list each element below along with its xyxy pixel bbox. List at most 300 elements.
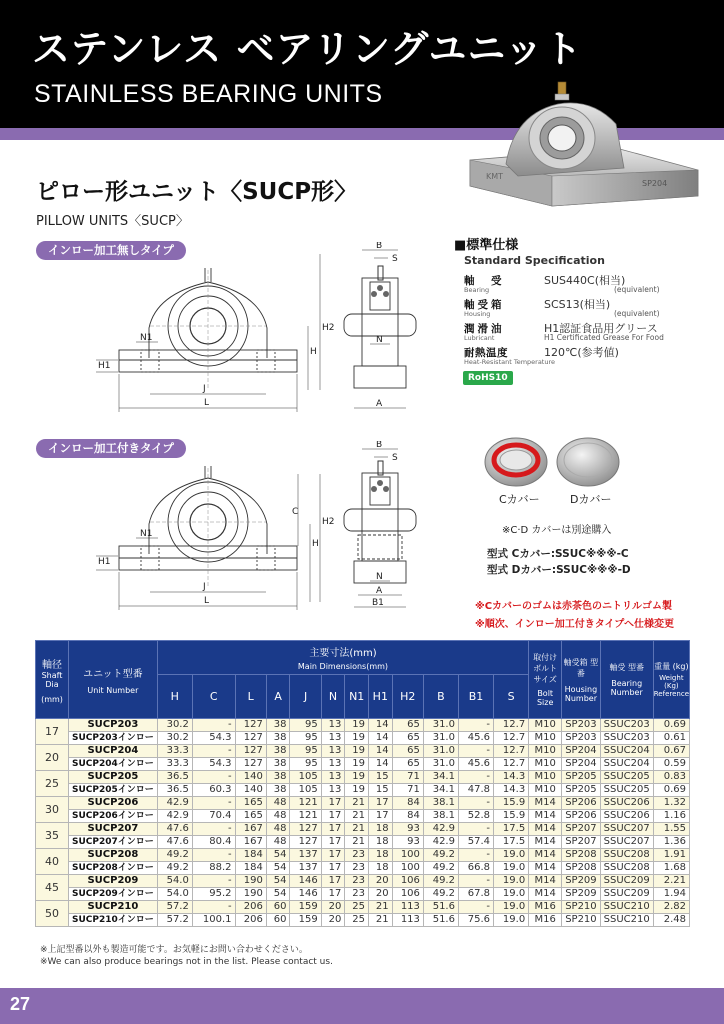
dim-cell-j: 121 <box>290 797 321 810</box>
weight-cell: 0.69 <box>653 784 689 797</box>
dim-cell-c: 70.4 <box>192 810 235 823</box>
dim-cell-n: 20 <box>321 914 345 927</box>
dim-cell-h1: 15 <box>369 784 393 797</box>
dim-cell-h1: 14 <box>369 719 393 732</box>
unit-number-cell: SUCP206インロー <box>69 810 158 823</box>
bearing-cell: SSUC209 <box>600 888 653 901</box>
rohs-badge: RoHS10 <box>463 371 513 385</box>
dim-cell-n1: 25 <box>345 901 369 914</box>
unit-number-cell: SUCP209 <box>69 875 158 888</box>
dim-cell-h: 54.0 <box>157 888 192 901</box>
bolt-cell: M16 <box>529 901 562 914</box>
unit-number-cell: SUCP208 <box>69 849 158 862</box>
label-H1: H1 <box>98 557 111 567</box>
dim-cell-s: 14.3 <box>494 784 529 797</box>
weight-cell: 1.55 <box>653 823 689 836</box>
dim-cell-j: 137 <box>290 862 321 875</box>
dim-cell-s: 19.0 <box>494 914 529 927</box>
photo-mark-kmt: KMT <box>486 172 504 181</box>
dim-cell-b: 49.2 <box>423 849 458 862</box>
weight-cell: 1.68 <box>653 862 689 875</box>
dim-cell-c: 100.1 <box>192 914 235 927</box>
dim-cell-j: 95 <box>290 719 321 732</box>
pill-no-insert: インロー加工無しタイプ <box>36 241 186 260</box>
housing-cell: SP205 <box>562 784 600 797</box>
dim-cell-b1: 57.4 <box>458 836 493 849</box>
dim-cell-b: 31.0 <box>423 719 458 732</box>
bearing-cell: SSUC203 <box>600 732 653 745</box>
dim-cell-h1: 17 <box>369 797 393 810</box>
dim-cell-h1: 14 <box>369 745 393 758</box>
dim-cell-a: 38 <box>266 732 290 745</box>
dim-cell-c: 54.3 <box>192 758 235 771</box>
weight-cell: 1.36 <box>653 836 689 849</box>
dim-cell-b1: 47.8 <box>458 784 493 797</box>
dim-cell-j: 159 <box>290 901 321 914</box>
dim-cell-n: 17 <box>321 888 345 901</box>
dim-cell-l: 190 <box>235 888 266 901</box>
red-note-change: ※順次、インロー加工付きタイプへ仕様変更 <box>475 619 675 630</box>
th-weight-jp: 重量 (kg) <box>654 662 689 671</box>
dim-cell-a: 60 <box>266 901 290 914</box>
dim-cell-n: 13 <box>321 758 345 771</box>
dim-cell-a: 48 <box>266 810 290 823</box>
dim-cell-h2: 84 <box>392 797 423 810</box>
dim-cell-a: 60 <box>266 914 290 927</box>
d-cover-label: Dカバー <box>570 493 612 506</box>
th-unit <box>69 641 158 719</box>
dim-cell-n: 13 <box>321 732 345 745</box>
dim-cell-b: 34.1 <box>423 784 458 797</box>
dim-cell-s: 14.3 <box>494 771 529 784</box>
dim-cell-j: 121 <box>290 810 321 823</box>
dim-cell-l: 127 <box>235 719 266 732</box>
title-jp: ステンレス ベアリングユニット <box>32 27 583 71</box>
dim-cell-n1: 21 <box>345 823 369 836</box>
dim-cell-h2: 65 <box>392 732 423 745</box>
th-housing-en: Housing Number <box>564 684 598 703</box>
dim-cell-n1: 21 <box>345 797 369 810</box>
dim-cell-c: - <box>192 745 235 758</box>
th-housing <box>562 641 600 719</box>
spec-row-temperature <box>464 343 704 367</box>
housing-cell: SP206 <box>562 797 600 810</box>
bearing-cell: SSUC206 <box>600 810 653 823</box>
dim-cell-s: 12.7 <box>494 745 529 758</box>
dim-cell-l: 190 <box>235 875 266 888</box>
dim-cell-j: 105 <box>290 784 321 797</box>
dim-cell-h: 42.9 <box>157 810 192 823</box>
dim-cell-h: 47.6 <box>157 836 192 849</box>
th-dims-jp: 主要寸法(mm) <box>309 648 377 659</box>
th-bearing-jp: 軸受 型番 <box>609 663 644 672</box>
bolt-cell: M10 <box>529 758 562 771</box>
dim-cell-b: 38.1 <box>423 797 458 810</box>
photo-mark-model: SP204 <box>642 179 668 188</box>
drawing-side-with-insert <box>340 441 436 611</box>
dim-cell-c: 95.2 <box>192 888 235 901</box>
dim-cell-b1: - <box>458 823 493 836</box>
shaft-cell: 45 <box>36 875 69 901</box>
th-bolt-jp: 取付け ボルト サイズ <box>533 653 558 684</box>
dim-cell-j: 105 <box>290 771 321 784</box>
dim-cell-h2: 100 <box>392 862 423 875</box>
model-d: 型式 Dカバー:SSUC※※※-D <box>487 564 631 576</box>
dim-cell-n: 17 <box>321 875 345 888</box>
dim-cell-h1: 18 <box>369 823 393 836</box>
dim-cell-n1: 23 <box>345 862 369 875</box>
unit-number-cell: SUCP207インロー <box>69 836 158 849</box>
weight-cell: 1.16 <box>653 810 689 823</box>
spec-label-en: Housing <box>464 310 491 318</box>
spec-label: 耐熱温度 <box>464 347 508 359</box>
weight-cell: 0.67 <box>653 745 689 758</box>
cover-images <box>484 436 624 488</box>
th-shaft-unit: (mm) <box>41 694 63 704</box>
unit-number-cell: SUCP205インロー <box>69 784 158 797</box>
dim-cell-h1: 20 <box>369 875 393 888</box>
table-row <box>36 771 690 784</box>
dim-cell-h2: 65 <box>392 745 423 758</box>
spec-title-en: Standard Specification <box>464 254 605 267</box>
bolt-cell: M10 <box>529 745 562 758</box>
th-dims-en: Main Dimensions(mm) <box>297 662 389 671</box>
weight-cell: 0.61 <box>653 732 689 745</box>
dim-cell-b1: 45.6 <box>458 732 493 745</box>
table-row <box>36 836 690 849</box>
dim-cell-n: 17 <box>321 849 345 862</box>
dim-cell-a: 54 <box>266 849 290 862</box>
dim-cell-a: 38 <box>266 745 290 758</box>
dim-cell-j: 95 <box>290 745 321 758</box>
footnote-en: ※We can also produce bearings not in the list. Please contact us. <box>40 957 333 967</box>
bolt-cell: M14 <box>529 823 562 836</box>
bearing-cell: SSUC203 <box>600 719 653 732</box>
th-shaft-en: Shaft Dia <box>41 670 63 689</box>
dim-cell-h2: 84 <box>392 810 423 823</box>
unit-number-cell: SUCP208インロー <box>69 862 158 875</box>
table-row <box>36 719 690 732</box>
shaft-cell: 30 <box>36 797 69 823</box>
label-L: L <box>204 596 210 606</box>
dim-cell-j: 146 <box>290 875 321 888</box>
bearing-cell: SSUC205 <box>600 784 653 797</box>
bearing-cell: SSUC205 <box>600 771 653 784</box>
weight-cell: 2.82 <box>653 901 689 914</box>
unit-number-cell: SUCP207 <box>69 823 158 836</box>
shaft-cell: 25 <box>36 771 69 797</box>
housing-cell: SP207 <box>562 823 600 836</box>
weight-cell: 1.94 <box>653 888 689 901</box>
dim-cell-b1: - <box>458 719 493 732</box>
th-bearing-en: Bearing Number <box>610 679 643 697</box>
dim-cell-s: 15.9 <box>494 810 529 823</box>
bearing-cell: SSUC208 <box>600 849 653 862</box>
shaft-cell: 50 <box>36 901 69 927</box>
dim-cell-a: 38 <box>266 784 290 797</box>
dim-cell-a: 38 <box>266 771 290 784</box>
dim-cell-l: 140 <box>235 771 266 784</box>
th-bearing <box>600 641 653 719</box>
housing-cell: SP206 <box>562 810 600 823</box>
dim-cell-b: 49.2 <box>423 875 458 888</box>
dim-cell-h: 33.3 <box>157 745 192 758</box>
table-row <box>36 784 690 797</box>
dim-cell-n1: 19 <box>345 732 369 745</box>
shaft-cell: 17 <box>36 719 69 745</box>
th-weight <box>653 641 689 719</box>
housing-cell: SP210 <box>562 914 600 927</box>
dim-cell-n: 20 <box>321 901 345 914</box>
th-dim-l: L <box>235 675 266 719</box>
dim-cell-b1: 66.8 <box>458 862 493 875</box>
dim-cell-h2: 93 <box>392 823 423 836</box>
th-housing-jp: 軸受箱 型番 <box>563 657 599 678</box>
table-row <box>36 758 690 771</box>
spec-title: ■標準仕様 <box>454 238 519 253</box>
label-B: B <box>376 242 383 251</box>
dim-cell-j: 146 <box>290 888 321 901</box>
table-row <box>36 901 690 914</box>
dim-cell-n1: 19 <box>345 745 369 758</box>
dim-cell-h: 36.5 <box>157 784 192 797</box>
dim-cell-s: 19.0 <box>494 849 529 862</box>
dimension-table <box>35 640 690 927</box>
spec-label-en: Heat-Resistant Temperature <box>464 358 556 366</box>
dim-cell-l: 184 <box>235 862 266 875</box>
bearing-cell: SSUC210 <box>600 901 653 914</box>
dim-cell-h: 36.5 <box>157 771 192 784</box>
spec-value-en: H1 Certificated Grease For Food <box>544 333 664 342</box>
table-row <box>36 875 690 888</box>
bearing-cell: SSUC204 <box>600 745 653 758</box>
dim-cell-h1: 18 <box>369 862 393 875</box>
dim-cell-n: 17 <box>321 823 345 836</box>
unit-number-cell: SUCP203 <box>69 719 158 732</box>
bolt-cell: M14 <box>529 875 562 888</box>
dim-cell-n1: 19 <box>345 758 369 771</box>
dim-cell-c: - <box>192 901 235 914</box>
dim-cell-b1: - <box>458 849 493 862</box>
th-dim-n: N <box>321 675 345 719</box>
dim-cell-j: 159 <box>290 914 321 927</box>
dim-cell-l: 127 <box>235 732 266 745</box>
bearing-cell: SSUC204 <box>600 758 653 771</box>
dim-cell-s: 19.0 <box>494 862 529 875</box>
th-dim-h1: H1 <box>369 675 393 719</box>
bearing-cell: SSUC210 <box>600 914 653 927</box>
dim-cell-b: 31.0 <box>423 732 458 745</box>
label-N1: N1 <box>140 529 153 539</box>
dim-cell-s: 12.7 <box>494 732 529 745</box>
shaft-cell: 40 <box>36 849 69 875</box>
bolt-cell: M14 <box>529 810 562 823</box>
product-photo <box>466 78 706 208</box>
th-unit-jp: ユニット型番 <box>83 668 143 680</box>
dim-cell-n1: 23 <box>345 875 369 888</box>
dim-cell-c: - <box>192 849 235 862</box>
dim-cell-a: 38 <box>266 719 290 732</box>
dim-cell-b: 34.1 <box>423 771 458 784</box>
spec-row-housing <box>464 295 704 319</box>
th-dim-j: J <box>290 675 321 719</box>
dim-cell-a: 38 <box>266 758 290 771</box>
th-dim-s: S <box>494 675 529 719</box>
drawing-front-with-insert <box>96 466 322 612</box>
dim-cell-h2: 65 <box>392 719 423 732</box>
page-number: 27 <box>10 994 31 1014</box>
dim-cell-l: 127 <box>235 745 266 758</box>
label-B: B <box>376 441 383 450</box>
unit-number-cell: SUCP206 <box>69 797 158 810</box>
th-dims <box>157 641 528 675</box>
dim-cell-h: 49.2 <box>157 862 192 875</box>
label-H: H <box>310 347 317 357</box>
spec-row-lubricant <box>464 319 704 343</box>
d-cover-icon <box>557 438 619 486</box>
dim-cell-b1: 45.6 <box>458 758 493 771</box>
th-dim-n1: N1 <box>345 675 369 719</box>
dim-cell-c: 54.3 <box>192 732 235 745</box>
dim-cell-b1: 67.8 <box>458 888 493 901</box>
dim-cell-h: 33.3 <box>157 758 192 771</box>
dim-cell-h1: 18 <box>369 836 393 849</box>
table-row <box>36 797 690 810</box>
bolt-cell: M14 <box>529 888 562 901</box>
dim-cell-h1: 14 <box>369 732 393 745</box>
label-H2: H2 <box>322 517 335 527</box>
dim-cell-b1: 75.6 <box>458 914 493 927</box>
unit-number-cell: SUCP203インロー <box>69 732 158 745</box>
table-row <box>36 810 690 823</box>
dim-cell-n: 13 <box>321 784 345 797</box>
dim-cell-b1: - <box>458 901 493 914</box>
bearing-cell: SSUC206 <box>600 797 653 810</box>
bolt-cell: M14 <box>529 862 562 875</box>
housing-cell: SP207 <box>562 836 600 849</box>
footnotes <box>40 944 333 968</box>
table-row <box>36 823 690 836</box>
dim-cell-a: 54 <box>266 888 290 901</box>
unit-number-cell: SUCP210 <box>69 901 158 914</box>
dim-cell-l: 165 <box>235 797 266 810</box>
label-N: N <box>376 335 383 345</box>
drawing-side-no-insert <box>340 242 436 414</box>
c-cover-label: Cカバー <box>499 493 540 506</box>
th-dim-h: H <box>157 675 192 719</box>
dim-cell-h2: 65 <box>392 758 423 771</box>
label-J: J <box>203 384 206 394</box>
dim-cell-n1: 19 <box>345 719 369 732</box>
housing-cell: SP209 <box>562 888 600 901</box>
footnote-jp: ※上記型番以外も製造可能です。お気軽にお問い合わせください。 <box>40 945 308 955</box>
housing-cell: SP210 <box>562 901 600 914</box>
dim-cell-n1: 25 <box>345 914 369 927</box>
dim-cell-b: 42.9 <box>423 823 458 836</box>
th-unit-en: Unit Number <box>87 685 139 695</box>
dim-cell-s: 19.0 <box>494 888 529 901</box>
th-weight-en: Weight (Kg) Reference <box>653 674 689 698</box>
label-S: S <box>392 453 398 463</box>
dim-cell-c: - <box>192 797 235 810</box>
standard-spec <box>454 234 704 367</box>
drawing-front-no-insert <box>96 268 322 414</box>
dim-cell-h: 49.2 <box>157 849 192 862</box>
dim-cell-n1: 21 <box>345 836 369 849</box>
dim-cell-j: 95 <box>290 758 321 771</box>
shaft-cell: 35 <box>36 823 69 849</box>
dim-cell-s: 12.7 <box>494 758 529 771</box>
dim-cell-b: 31.0 <box>423 758 458 771</box>
spec-label-en: Lubricant <box>464 334 495 342</box>
weight-cell: 0.59 <box>653 758 689 771</box>
dim-cell-n: 13 <box>321 719 345 732</box>
dim-cell-h2: 100 <box>392 849 423 862</box>
dim-cell-n1: 21 <box>345 810 369 823</box>
table-row <box>36 745 690 758</box>
drawing-front-no-insert-heights <box>300 250 340 420</box>
dim-cell-c: 60.3 <box>192 784 235 797</box>
dim-cell-b1: - <box>458 745 493 758</box>
bearing-cell: SSUC207 <box>600 823 653 836</box>
dim-cell-l: 167 <box>235 823 266 836</box>
housing-cell: SP209 <box>562 875 600 888</box>
c-cover-icon <box>485 438 547 486</box>
housing-cell: SP204 <box>562 758 600 771</box>
housing-cell: SP208 <box>562 849 600 862</box>
dim-cell-b: 31.0 <box>423 745 458 758</box>
section-title: ピロー形ユニット〈SUCP形〉 <box>36 179 358 205</box>
bearing-cell: SSUC209 <box>600 875 653 888</box>
dim-cell-s: 17.5 <box>494 836 529 849</box>
th-dim-b1: B1 <box>458 675 493 719</box>
spec-value: SCS13(相当) <box>544 298 611 311</box>
unit-number-cell: SUCP204インロー <box>69 758 158 771</box>
dim-cell-h2: 71 <box>392 771 423 784</box>
weight-cell: 1.32 <box>653 797 689 810</box>
dim-cell-h2: 113 <box>392 914 423 927</box>
table-row <box>36 849 690 862</box>
weight-cell: 2.21 <box>653 875 689 888</box>
dim-cell-h: 54.0 <box>157 875 192 888</box>
drawing-front-with-insert-heights <box>290 470 340 620</box>
dim-cell-c: - <box>192 719 235 732</box>
dim-cell-h1: 15 <box>369 771 393 784</box>
th-dim-a: A <box>266 675 290 719</box>
dim-cell-c: 80.4 <box>192 836 235 849</box>
housing-cell: SP208 <box>562 862 600 875</box>
dim-cell-a: 54 <box>266 875 290 888</box>
label-H1: H1 <box>98 361 111 371</box>
housing-cell: SP203 <box>562 732 600 745</box>
label-N: N <box>376 572 383 582</box>
dim-cell-b: 42.9 <box>423 836 458 849</box>
dim-cell-n: 17 <box>321 797 345 810</box>
dim-cell-s: 15.9 <box>494 797 529 810</box>
dim-cell-l: 184 <box>235 849 266 862</box>
bolt-cell: M10 <box>529 732 562 745</box>
dim-cell-n1: 19 <box>345 784 369 797</box>
spec-value-en: (equivalent) <box>614 285 660 294</box>
dim-cell-n1: 19 <box>345 771 369 784</box>
table-row <box>36 914 690 927</box>
label-B1: B1 <box>372 598 384 608</box>
dim-cell-j: 137 <box>290 849 321 862</box>
dim-cell-b: 49.2 <box>423 888 458 901</box>
bolt-cell: M14 <box>529 797 562 810</box>
dim-cell-l: 206 <box>235 901 266 914</box>
th-dim-h2: H2 <box>392 675 423 719</box>
